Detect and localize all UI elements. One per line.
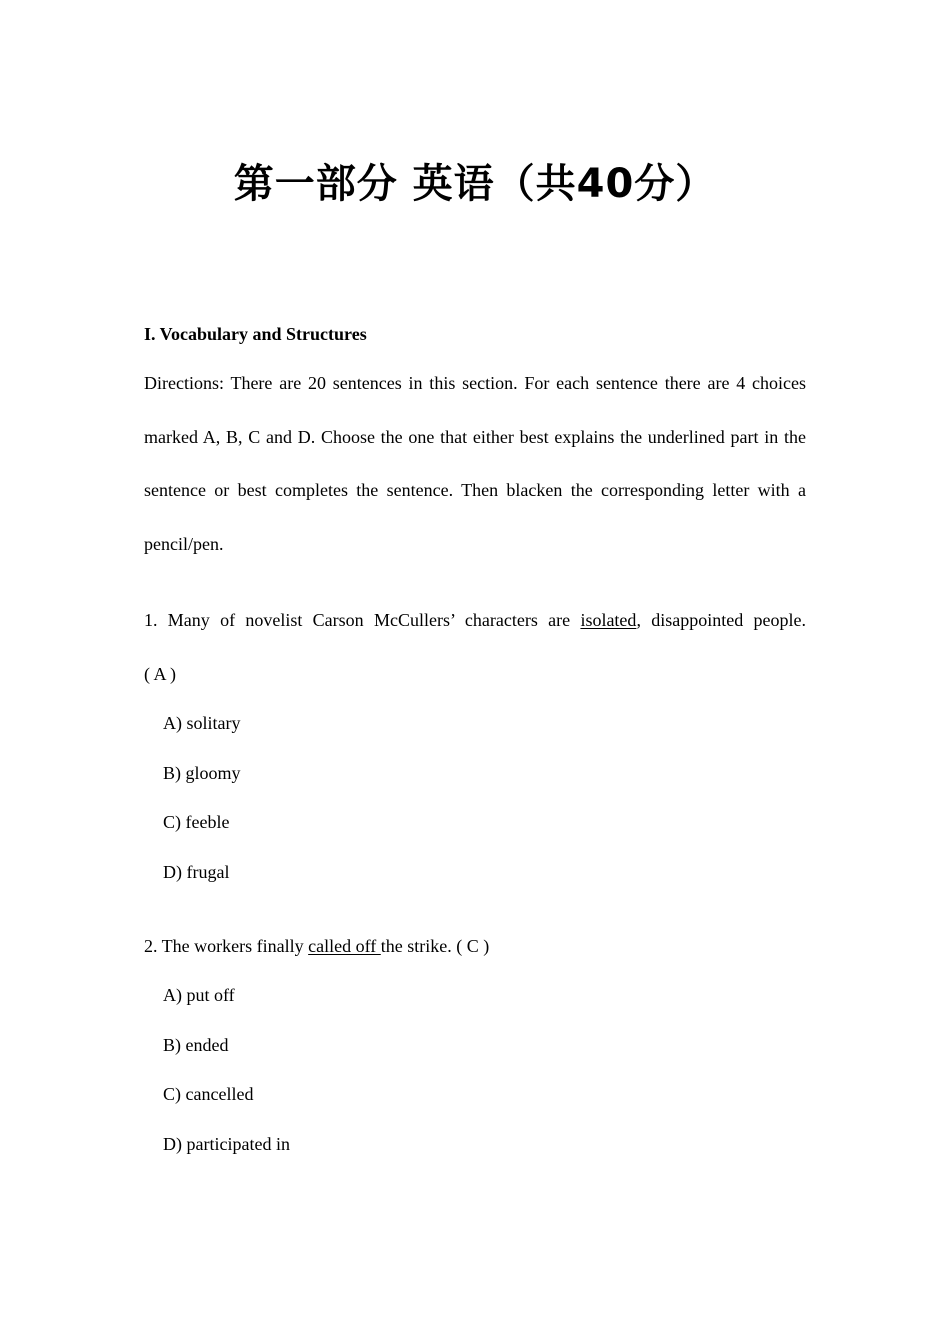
underlined-term: isolated (580, 610, 637, 630)
question-2-option-a: A) put off (163, 985, 235, 1005)
question-1-option-d: D) frugal (163, 862, 230, 882)
question-1-option-c: C) feeble (163, 812, 230, 832)
question-stem-before: The workers finally (157, 936, 309, 956)
question-2-option-d: D) participated in (163, 1134, 290, 1154)
question-1-answer: ( A ) (144, 664, 177, 684)
question-1-option-b: B) gloomy (163, 763, 241, 783)
question-2-answer: ( C ) (451, 936, 490, 956)
question-stem-after: , disappointed people. (636, 610, 807, 630)
question-2-option-b: B) ended (163, 1035, 229, 1055)
question-stem-before: Many of novelist Carson McCullers’ characters are (157, 610, 581, 630)
question-2-option-c: C) cancelled (163, 1084, 254, 1104)
question-1-text (144, 608, 806, 632)
section-heading: I. Vocabulary and Structures (144, 324, 367, 344)
page-title: 第一部分 英语（共40分） (233, 161, 717, 207)
question-number: 2. (144, 936, 158, 956)
question-2-text (144, 934, 806, 958)
question-stem-after: the strike. (380, 936, 452, 956)
question-1-option-a: A) solitary (163, 713, 241, 733)
underlined-term: called off (308, 936, 381, 956)
directions-text: Directions: There are 20 sentences in this section. For each sentence there are 4 choices marked A, B, C and D. Choose the one that either best explains the underlined part in the sentence or best completes the sentence. Then blacken the corresponding letter with a pencil/pen. (144, 373, 806, 554)
question-number: 1. (144, 610, 158, 630)
